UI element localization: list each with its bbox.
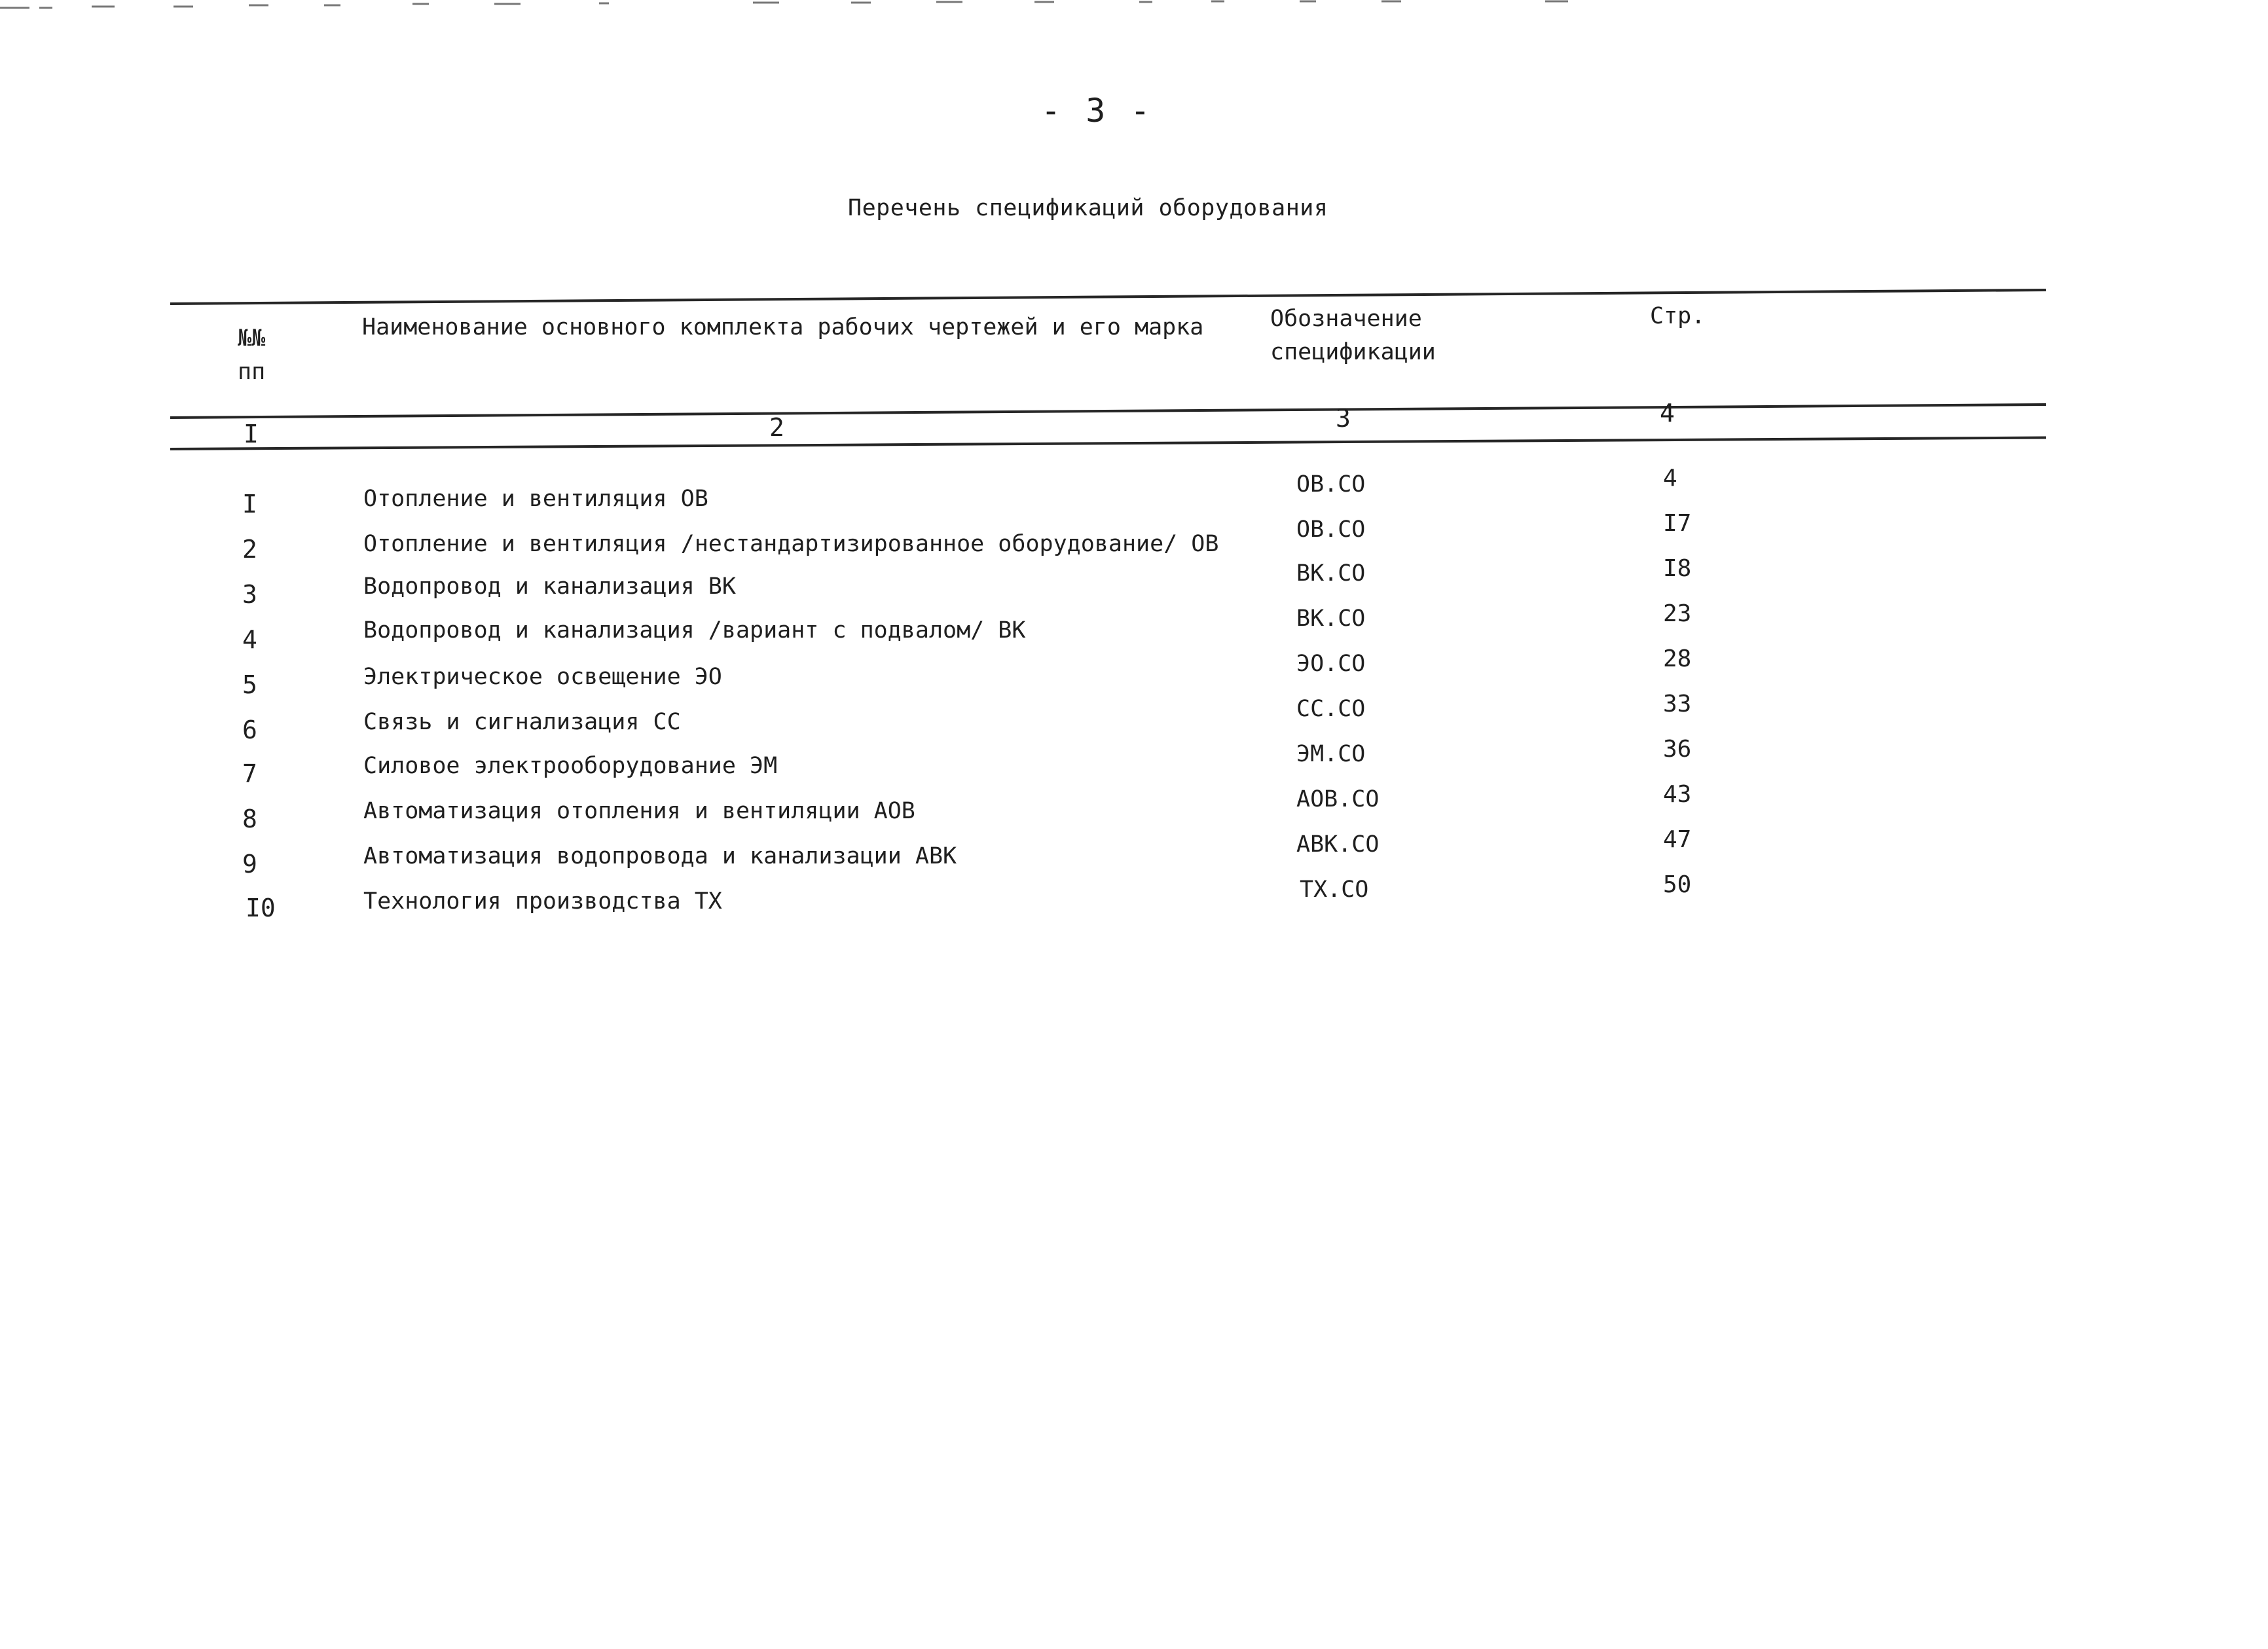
row-name: Водопровод и канализация /вариант с подвалом/ ВК	[363, 617, 1026, 643]
row-code: ОВ.СО	[1296, 471, 1366, 498]
row-name: Силовое электрооборудование ЭМ	[363, 753, 778, 779]
row-number: 6	[242, 716, 257, 744]
header-bottom-rule	[170, 403, 2046, 419]
row-page: 28	[1663, 645, 1692, 672]
row-number: 2	[242, 535, 257, 564]
row-page: 23	[1663, 600, 1692, 627]
row-number: 3	[242, 580, 257, 609]
table-row	[0, 871, 2268, 938]
header-name: Наименование основного комплекта рабочих чертежей и его марка	[362, 314, 1204, 340]
table-row	[0, 555, 2268, 622]
header-number-label: №№ пп	[238, 325, 266, 385]
row-code: ОВ.СО	[1296, 516, 1366, 543]
row-name: Электрическое освещение ЭО	[363, 664, 722, 690]
row-code: АВК.СО	[1296, 831, 1380, 858]
row-page: 43	[1663, 781, 1692, 808]
row-number: 4	[242, 625, 257, 654]
row-page: I8	[1663, 555, 1692, 582]
column-number-4: 4	[1660, 399, 1675, 427]
row-code: ЭМ.СО	[1296, 741, 1366, 767]
row-number: 7	[242, 759, 257, 788]
column-number-3: 3	[1336, 404, 1351, 433]
document-title: Перечень спецификаций оборудования	[848, 195, 1328, 221]
row-name: Технология производства ТХ	[363, 888, 722, 915]
column-numbers-bottom-rule	[170, 436, 2046, 450]
table-top-rule	[170, 289, 2046, 305]
row-number: I0	[246, 894, 276, 922]
header-specification-label: Обозначение спецификации	[1270, 306, 1436, 365]
column-number-2: 2	[769, 413, 784, 442]
header-page: Стр.	[1650, 303, 1706, 329]
row-page: I7	[1663, 510, 1692, 537]
row-name: Отопление и вентиляция ОВ	[363, 486, 708, 512]
row-page: 36	[1663, 736, 1692, 763]
table-row	[0, 781, 2268, 848]
table-row	[0, 736, 2268, 803]
header-specification	[1270, 302, 1467, 369]
row-number: 9	[242, 850, 257, 879]
row-name: Водопровод и канализация ВК	[363, 573, 736, 600]
table-row	[0, 826, 2268, 893]
row-page: 33	[1663, 691, 1692, 717]
row-code: ВК.СО	[1296, 560, 1366, 587]
row-number: I	[242, 490, 257, 518]
row-page: 47	[1663, 826, 1692, 853]
table-row	[0, 645, 2268, 712]
row-name: Отопление и вентиляция /нестандартизированное оборудование/ ОВ	[363, 531, 1219, 557]
page-number: - 3 -	[1041, 92, 1153, 130]
row-page: 50	[1663, 871, 1692, 898]
table-row	[0, 691, 2268, 757]
row-code: ЭО.СО	[1296, 651, 1366, 677]
row-code: ВК.СО	[1296, 606, 1366, 632]
column-number-1: I	[244, 420, 259, 448]
table-row	[0, 600, 2268, 667]
row-number: 8	[242, 805, 257, 833]
row-name: Автоматизация отопления и вентиляции АОВ	[363, 798, 915, 824]
row-code: АОВ.СО	[1296, 786, 1380, 812]
row-name: Автоматизация водопровода и канализации АВК	[363, 843, 957, 869]
header-number	[238, 322, 290, 389]
table-row	[0, 465, 2268, 532]
row-name: Связь и сигнализация СС	[363, 709, 681, 735]
row-page: 4	[1663, 465, 1677, 492]
row-number: 5	[242, 670, 257, 699]
table-row	[0, 510, 2268, 577]
row-code: ТХ.СО	[1300, 877, 1369, 903]
row-code: СС.СО	[1296, 696, 1366, 722]
